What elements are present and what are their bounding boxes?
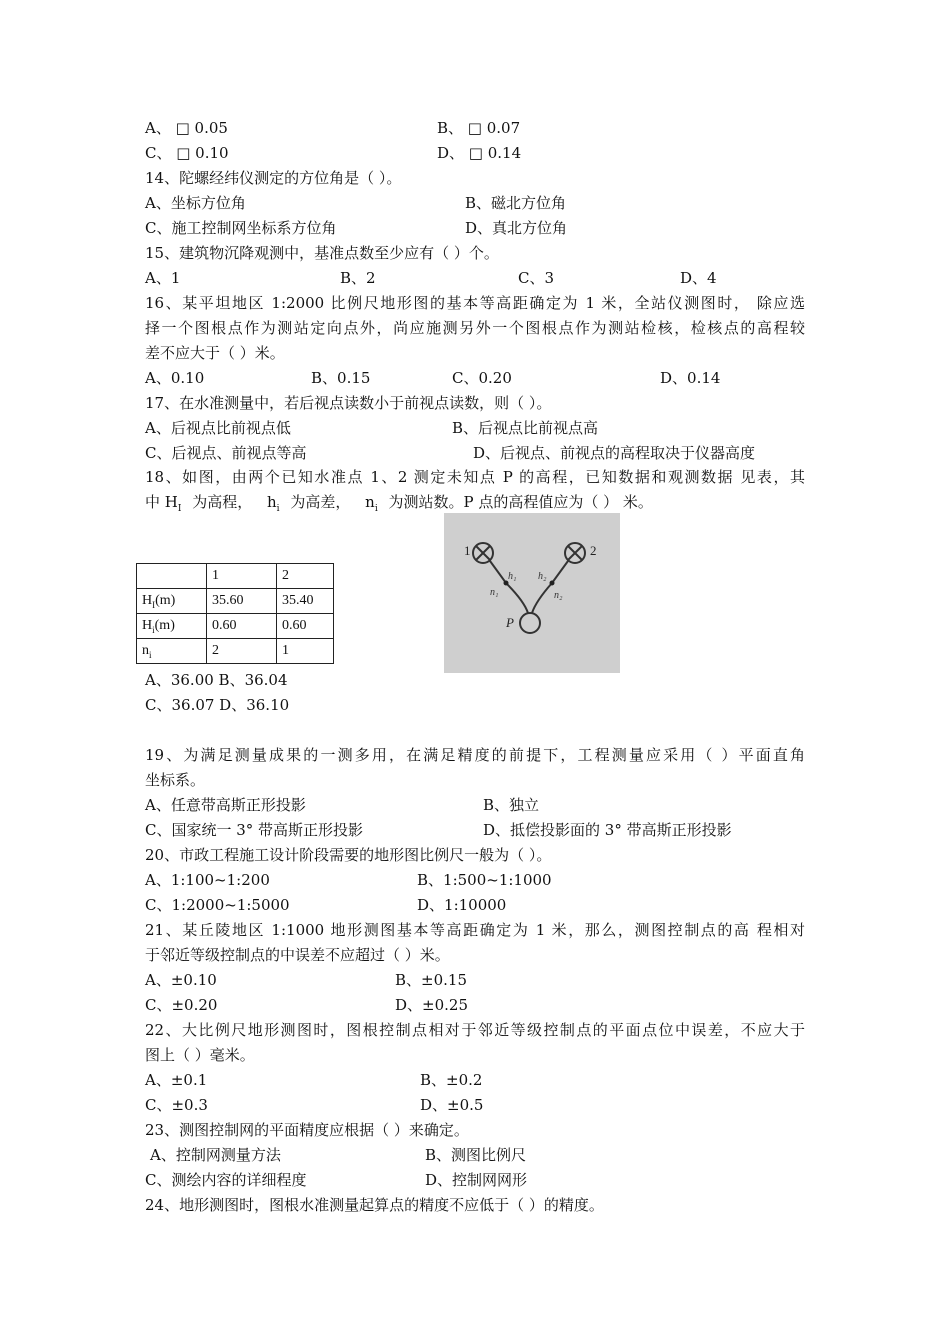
q20-option-b: B、1:500~1:1000	[417, 871, 552, 889]
q15-option-a: A、1	[145, 269, 181, 287]
q18-text-rest: 为测站数。P 点的高程值应为（ ） 米。	[388, 493, 653, 511]
q13-option-c: C、 □ 0.10	[145, 144, 229, 162]
label-n2: n₂	[554, 590, 563, 601]
point-p-symbol	[520, 613, 540, 633]
q21-option-b: B、±0.15	[395, 971, 467, 989]
table-cell: 35.60	[207, 589, 277, 614]
q21-option-c: C、±0.20	[145, 996, 218, 1014]
q13-option-b: B、 □ 0.07	[437, 119, 521, 137]
q19-option-d: D、抵偿投影面的 3° 带高斯正形投影	[483, 821, 732, 839]
q16-line-1: 16、某平坦地区 1:2000 比例尺地形图的基本等高距确定为 1 米，全站仪测图时， 除应选	[145, 294, 805, 312]
q16-line-3: 差不应大于（ ）米。	[145, 344, 285, 362]
table-cell: 35.40	[277, 589, 334, 614]
q19-option-c: C、国家统一 3° 带高斯正形投影	[145, 821, 364, 839]
table-row	[137, 614, 334, 639]
table-cell	[137, 564, 207, 589]
q21-line-2: 于邻近等级控制点的中误差不应超过（ ）米。	[145, 946, 450, 964]
q21-option-a: A、±0.10	[145, 971, 217, 989]
label-h1: h₁	[508, 571, 517, 582]
q17-option-a: A、后视点比前视点低	[145, 419, 291, 437]
q19-line-2: 坐标系。	[145, 771, 206, 789]
q23-question: 23、测图控制网的平面精度应根据（ ）来确定。	[145, 1121, 469, 1139]
q21-option-d: D、±0.25	[395, 996, 468, 1014]
label-p: P	[506, 615, 514, 630]
q20-question: 20、市政工程施工设计阶段需要的地形图比例尺一般为（ ）。	[145, 846, 552, 864]
table-cell: 0.60	[207, 614, 277, 639]
q23-option-d: D、控制网网形	[425, 1171, 528, 1189]
q22-option-d: D、±0.5	[420, 1096, 484, 1114]
q18-text-hi: h	[267, 493, 277, 511]
row-unit: (m)	[155, 592, 176, 608]
q15-option-b: B、2	[340, 269, 376, 287]
table-row	[137, 589, 334, 614]
q18-sub-ni: i	[374, 504, 378, 514]
q18-data-table	[136, 563, 334, 664]
q17-option-c: C、后视点、前视点等高	[145, 444, 307, 462]
table-cell: 0.60	[277, 614, 334, 639]
q14-option-d: D、真北方位角	[465, 219, 568, 237]
row-unit: (m)	[154, 617, 175, 633]
station-point	[550, 581, 555, 586]
q14-question: 14、陀螺经纬仪测定的方位角是（ ）。	[145, 169, 402, 187]
q18-line-1: 18、如图，由两个已知水准点 1、2 测定未知点 P 的高程，已知数据和观测数据 见表，其	[145, 468, 805, 486]
q17-option-b: B、后视点比前视点高	[452, 419, 599, 437]
table-row	[137, 564, 334, 589]
q19-line-1: 19、为满足测量成果的一测多用，在满足精度的前提下，工程测量应采用（ ）平面直角	[145, 746, 805, 764]
table-cell: 2	[207, 639, 277, 664]
q18-sub-i: I	[177, 504, 182, 514]
q22-option-a: A、±0.1	[145, 1071, 208, 1089]
q22-option-c: C、±0.3	[145, 1096, 208, 1114]
q15-option-c: C、3	[518, 269, 555, 287]
label-2: 2	[590, 543, 597, 558]
table-row	[137, 639, 334, 664]
q16-option-a: A、0.10	[145, 369, 205, 387]
q23-option-c: C、测绘内容的详细程度	[145, 1171, 307, 1189]
q20-option-a: A、1:100~1:200	[145, 871, 270, 889]
table-cell	[137, 614, 207, 639]
q18-text-diff: 为高差，	[290, 493, 351, 511]
q15-question: 15、建筑物沉降观测中，基准点数至少应有（ ）个。	[145, 244, 499, 262]
q16-option-d: D、0.14	[660, 369, 721, 387]
q21-line-1: 21、某丘陵地区 1:1000 地形测图基本等高距确定为 1 米，那么，测图控制点的高 程相对	[145, 921, 805, 939]
q16-option-c: C、0.20	[452, 369, 512, 387]
label-1: 1	[464, 543, 471, 558]
q16-line-2: 择一个图根点作为测站定向点外，尚应施测另外一个图根点作为测站检核，检核点的高程较	[145, 319, 805, 337]
q14-option-a: A、坐标方位角	[145, 194, 246, 212]
q17-question: 17、在水准测量中，若后视点读数小于前视点读数，则（ ）。	[145, 394, 552, 412]
q18-sub-hi: i	[276, 504, 280, 514]
leveling-diagram	[444, 513, 620, 673]
q23-option-b: B、测图比例尺	[425, 1146, 527, 1164]
row-label-sub: i	[149, 649, 152, 660]
q19-option-a: A、任意带高斯正形投影	[145, 796, 306, 814]
q18-text-ni: n	[365, 493, 375, 511]
leveling-diagram-figure	[444, 513, 620, 673]
row-label: H	[142, 592, 153, 608]
table-cell: 2	[277, 564, 334, 589]
q22-line-1: 22、大比例尺地形测图时，图根控制点相对于邻近等级控制点的平面点位中误差，不应大于	[145, 1021, 805, 1039]
q18-text-h: 中 H	[145, 493, 178, 511]
route-2-line	[532, 561, 568, 613]
q22-line-2: 图上（ ）毫米。	[145, 1046, 255, 1064]
q14-option-b: B、磁北方位角	[465, 194, 567, 212]
q15-option-d: D、4	[680, 269, 717, 287]
q13-option-d: D、 □ 0.14	[437, 144, 522, 162]
q18-text-elevation: 为高程，	[192, 493, 253, 511]
table-cell	[137, 639, 207, 664]
table-cell	[137, 589, 207, 614]
q13-option-a: A、 □ 0.05	[145, 119, 228, 137]
q24-question: 24、地形测图时，图根水准测量起算点的精度不应低于（ ）的精度。	[145, 1196, 604, 1214]
q23-option-a: A、控制网测量方法	[150, 1146, 281, 1164]
q22-option-b: B、±0.2	[420, 1071, 483, 1089]
label-h2: h₂	[538, 571, 547, 582]
table-cell: 1	[207, 564, 277, 589]
q19-option-b: B、独立	[483, 796, 540, 814]
row-label-sub: i	[152, 624, 155, 635]
q14-option-c: C、施工控制网坐标系方位角	[145, 219, 337, 237]
q18-options-cd: C、36.07 D、36.10	[145, 696, 290, 714]
q16-option-b: B、0.15	[311, 369, 371, 387]
q17-option-d: D、后视点、前视点的高程取决于仪器高度	[473, 444, 756, 462]
row-label-sub: I	[152, 599, 156, 610]
table-cell: 1	[277, 639, 334, 664]
row-label: H	[142, 617, 153, 633]
q18-options-ab: A、36.00 B、36.04	[145, 671, 288, 689]
row-label: n	[142, 642, 149, 658]
q20-option-c: C、1:2000~1:5000	[145, 896, 290, 914]
label-n1: n₁	[490, 587, 499, 598]
q20-option-d: D、1:10000	[417, 896, 507, 914]
